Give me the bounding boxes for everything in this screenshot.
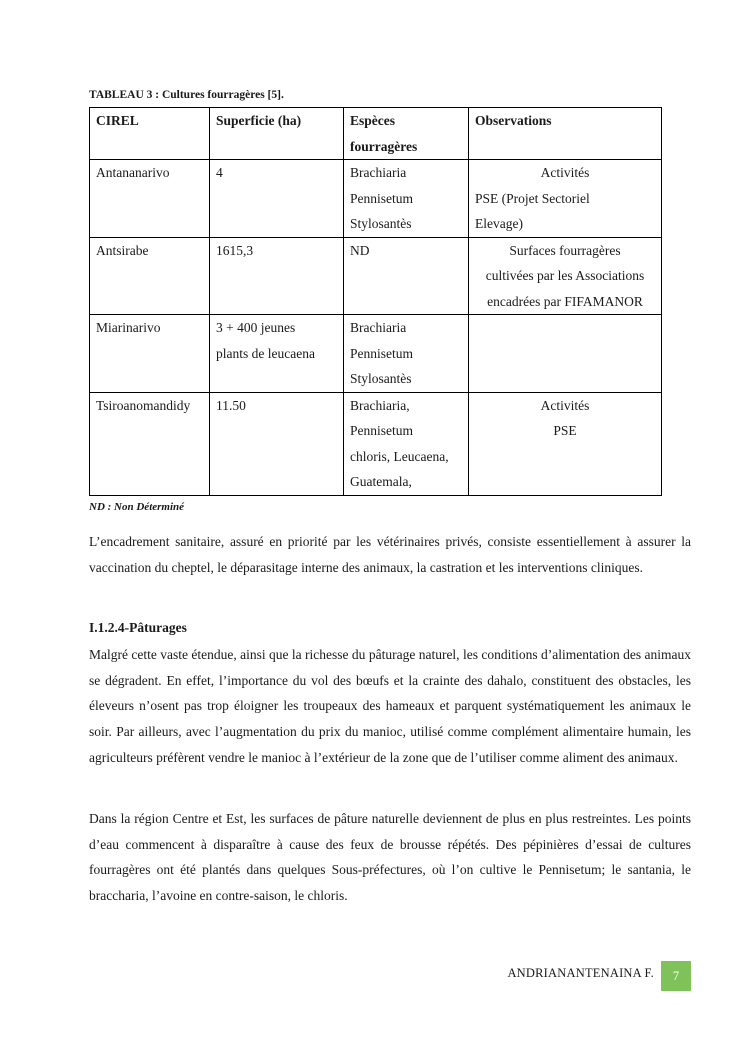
cell-line: Brachiaria, (350, 397, 410, 413)
cell-superficie (210, 315, 344, 393)
table-row (90, 160, 662, 238)
cell-line: PSE (Projet Sectoriel (475, 190, 590, 206)
cell-observations (469, 392, 662, 495)
cell-line: Activités (540, 397, 590, 413)
paragraph-pastures: Malgré cette vaste étendue, ainsi que la richesse du pâturage naturel, les conditions d’alimentation des animaux se dégradent. En effet, l’importance du vol des bœufs et la crainte des dahalo, constituent des obstacles, les éleveurs n’osent pas trop éloigner les troupeaux des hameaux et parquent systématiquement les animaux le soir. Par ailleurs, avec l’augmentation du prix du manioc, utilisé comme complément alimentaire humain, les agriculteurs préfèrent vendre le manioc à l’extérieur de la zone que de l’utiliser comme aliment des animaux. (89, 647, 691, 765)
cell-line: plants de leucaena (216, 345, 315, 361)
cell-line: Stylosantès (350, 216, 412, 231)
cell-superficie: 4 (210, 160, 344, 238)
header-especes (344, 108, 469, 160)
fodder-crops-table (89, 107, 662, 496)
page-number: 7 (661, 961, 691, 991)
footer-author: ANDRIANANTENAINA F. (507, 966, 654, 980)
cell-especes (344, 392, 469, 495)
cell-especes (344, 160, 469, 238)
table-caption: TABLEAU 3 : Cultures fourragères [5]. (89, 89, 284, 101)
cell-especes (344, 237, 469, 315)
cell-line: Brachiaria (350, 165, 407, 180)
paragraph-sanitary: L’encadrement sanitaire, assuré en priorité par les vétérinaires privés, consiste essentiellement à assurer la vaccination du cheptel, le déparasitage interne des animaux, la castration et les interventions cliniques. (89, 534, 691, 575)
section-heading: I.1.2.4-Pâturages (89, 620, 187, 635)
cell-line: Surfaces fourragères (509, 242, 621, 258)
cell-line: 3 + 400 jeunes (216, 320, 296, 335)
cell-superficie: 1615,3 (210, 237, 344, 315)
table-row (90, 237, 662, 315)
paragraph-regions: Dans la région Centre et Est, les surfaces de pâture naturelle deviennent de plus en plus restreintes. Les points d’eau commencent à disparaître à cause des feux de brousse répétés. Des pépinières d’essai de cultures fourragères ont été plantés dans quelques Sous-préfectures, où l’on cultive le Pennisetum; le santania, le braccharia, l’avoine en contre-saison, le chloris. (89, 811, 691, 904)
cell-line: Pennisetum (350, 190, 413, 206)
cell-line: chloris, Leucaena, (350, 448, 449, 464)
cell-cirel: Antsirabe (90, 237, 210, 315)
cell-especes (344, 315, 469, 393)
header-cirel: CIREL (90, 108, 210, 160)
cell-observations (469, 315, 662, 393)
cell-observations (469, 237, 662, 315)
cell-cirel: Miarinarivo (90, 315, 210, 393)
header-observations: Observations (469, 108, 662, 160)
cell-line: Elevage) (475, 216, 523, 231)
cell-line: Stylosantès (350, 371, 412, 386)
cell-superficie: 11.50 (210, 392, 344, 495)
cell-line: encadrées par FIFAMANOR (487, 293, 643, 309)
cell-observations (469, 160, 662, 238)
header-superficie: Superficie (ha) (210, 108, 344, 160)
header-especes-text: Espèces fourragères (350, 113, 418, 154)
cell-line: cultivées par les Associations (485, 268, 645, 283)
cell-line: Pennisetum (350, 423, 413, 438)
cell-line: PSE (553, 423, 577, 438)
cell-line: Pennisetum (350, 345, 413, 361)
cell-line: Brachiaria (350, 320, 407, 335)
table-header-row (90, 108, 662, 160)
table-row (90, 392, 662, 495)
cell-cirel: Antananarivo (90, 160, 210, 238)
table-footnote: ND : Non Déterminé (89, 501, 185, 513)
table-row (90, 315, 662, 393)
cell-line: ND (350, 242, 370, 258)
cell-line: Activités (540, 165, 590, 180)
cell-cirel: Tsiroanomandidy (90, 392, 210, 495)
cell-line: Guatemala, (350, 474, 412, 489)
